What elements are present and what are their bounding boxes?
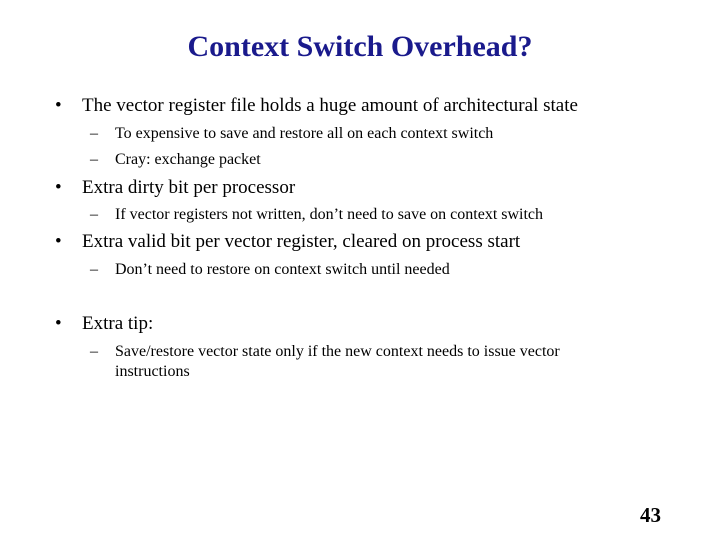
bullet-text: The vector register file holds a huge amount of architectural state [82, 95, 578, 116]
sub-bullet-marker: – [90, 151, 98, 168]
sub-bullet-text: If vector registers not written, don’t need to save on context switch [115, 206, 544, 223]
sub-bullet-text: To expensive to save and restore all on each context switch [115, 125, 494, 142]
bullet-item-4 [55, 313, 153, 335]
bullet-text: Extra dirty bit per processor [82, 177, 296, 198]
sub-bullet-1-1 [90, 124, 493, 144]
sub-bullet-marker: – [90, 125, 98, 142]
bullet-marker: • [55, 313, 62, 334]
sub-bullet-marker: – [90, 261, 98, 278]
bullet-marker: • [55, 177, 62, 198]
bullet-text: Extra tip: [82, 313, 154, 334]
bullet-item-3 [55, 231, 520, 253]
sub-bullet-text: Save/restore vector state only if the new context needs to issue vector instructions [115, 343, 560, 380]
sub-bullet-text: Cray: exchange packet [115, 151, 261, 168]
sub-bullet-3-1 [90, 260, 450, 280]
sub-bullet-2-1 [90, 205, 543, 225]
bullet-item-2 [55, 177, 295, 199]
sub-bullet-4-1 [90, 342, 630, 382]
sub-bullet-marker: – [90, 206, 98, 223]
page-number: 43 [640, 503, 661, 527]
bullet-item-1 [55, 95, 578, 117]
slide-title: Context Switch Overhead? [187, 30, 533, 63]
bullet-marker: • [55, 95, 62, 116]
sub-bullet-marker: – [90, 343, 98, 360]
sub-bullet-1-2 [90, 150, 261, 170]
bullet-marker: • [55, 231, 62, 252]
sub-bullet-text: Don’t need to restore on context switch until needed [115, 261, 450, 278]
bullet-text: Extra valid bit per vector register, cleared on process start [82, 231, 521, 252]
